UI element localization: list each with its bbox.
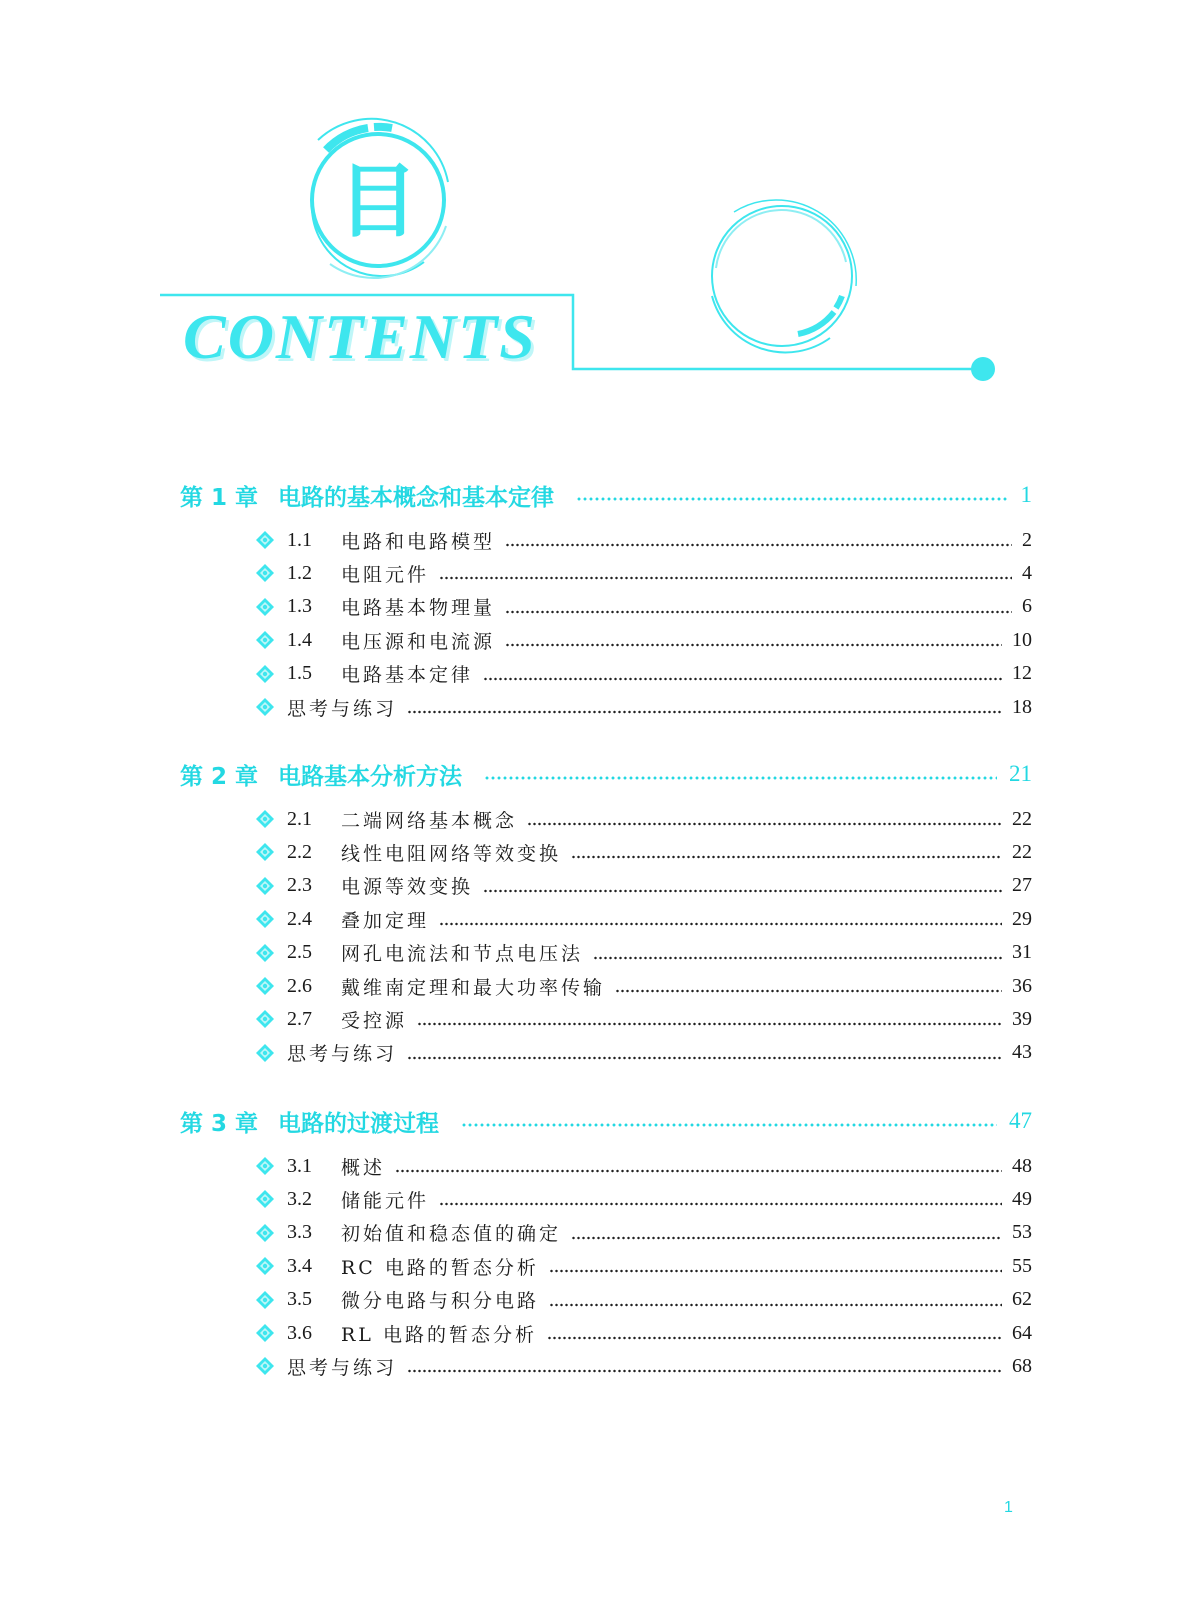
section-title: 受控源 [341,1009,408,1032]
dot-leader [505,543,1012,547]
section-title: 微分电路与积分电路 [341,1290,540,1313]
dot-leader [547,1336,1002,1340]
diamond-bullet-icon [255,1189,275,1209]
section-entry[interactable] [255,904,1032,934]
section-number: 1.1 [287,528,312,551]
diamond-bullet-icon [255,664,275,684]
section-page-number: 43 [1012,1041,1032,1064]
dot-leader [576,497,1008,501]
section-page-number: 2 [1022,528,1032,551]
diamond-bullet-icon [255,976,275,996]
dot-leader [407,1369,1002,1373]
section-number: 3.4 [287,1254,312,1277]
section-entry[interactable] [255,1251,1032,1281]
section-page-number: 12 [1012,662,1032,685]
section-title: 网孔电流法和节点电压法 [341,943,584,966]
chapter-number: 第 2 章 [180,763,259,790]
diamond-bullet-icon [255,530,275,550]
section-number: 1.3 [287,595,312,618]
section-title: 储能元件 [341,1189,430,1212]
section-number: 3.1 [287,1154,312,1177]
section-title: RL 电路的暂态分析 [341,1323,537,1346]
section-entry[interactable] [255,625,1032,655]
page-number: 1 [1004,1499,1013,1516]
diamond-bullet-icon [255,1356,275,1376]
dot-leader [484,776,997,780]
section-title: 电源等效变换 [341,876,474,899]
dot-leader [439,576,1012,580]
section-page-number: 62 [1012,1288,1032,1311]
section-number: 2.2 [287,840,312,863]
section-number: 2.4 [287,907,312,930]
section-title: RC 电路的暂态分析 [341,1256,539,1279]
chapter-entry[interactable] [180,1103,1032,1139]
dot-leader [505,643,1002,647]
section-entry[interactable] [255,871,1032,901]
section-number: 1.2 [287,561,312,584]
section-number: 2.7 [287,1007,312,1030]
header-decoration [0,0,1178,420]
diamond-bullet-icon [255,1290,275,1310]
dot-leader [505,610,1012,614]
dot-leader [461,1123,997,1127]
section-title: 电路基本定律 [341,664,474,687]
chapter-entry[interactable] [180,477,1032,513]
diamond-bullet-icon [255,1256,275,1276]
chapter-title: 电路的过渡过程 [278,1110,440,1137]
diamond-bullet-icon [255,1009,275,1029]
section-title: 思考与练习 [287,1356,398,1379]
section-page-number: 18 [1012,695,1032,718]
diamond-bullet-icon [255,697,275,717]
section-page-number: 31 [1012,941,1032,964]
section-page-number: 68 [1012,1354,1032,1377]
contents-heading: CONTENTS [183,301,537,372]
diamond-bullet-icon [255,597,275,617]
section-number: 2.3 [287,874,312,897]
section-title: 思考与练习 [287,1043,398,1066]
section-number: 3.2 [287,1187,312,1210]
section-title: 概述 [341,1156,386,1179]
section-page-number: 36 [1012,974,1032,997]
dot-leader [439,1202,1002,1206]
section-page-number: 39 [1012,1007,1032,1030]
section-page-number: 22 [1012,807,1032,830]
section-page-number: 55 [1012,1254,1032,1277]
section-page-number: 6 [1022,595,1032,618]
section-entry[interactable] [255,1318,1032,1348]
diamond-bullet-icon [255,1043,275,1063]
dot-leader [395,1169,1002,1173]
section-entry[interactable] [255,1218,1032,1248]
section-page-number: 4 [1022,561,1032,584]
section-entry[interactable] [255,692,1032,722]
diamond-bullet-icon [255,630,275,650]
section-entry[interactable] [255,1038,1032,1068]
chapter-entry[interactable] [180,756,1032,792]
section-page-number: 22 [1012,840,1032,863]
section-title: 电路基本物理量 [341,597,496,620]
section-page-number: 27 [1012,874,1032,897]
diamond-bullet-icon [255,876,275,896]
section-entry[interactable] [255,1004,1032,1034]
dot-leader [571,855,1002,859]
section-page-number: 53 [1012,1221,1032,1244]
dot-leader [483,889,1002,893]
section-entry[interactable] [255,804,1032,834]
right-circle-ornament [712,200,856,352]
chapter-number: 第 3 章 [180,1110,259,1137]
section-entry[interactable] [255,558,1032,588]
section-entry[interactable] [255,938,1032,968]
chapter-title: 电路的基本概念和基本定律 [278,484,555,511]
section-entry[interactable] [255,837,1032,867]
dot-leader [527,822,1002,826]
diamond-bullet-icon [255,809,275,829]
section-entry[interactable] [255,1184,1032,1214]
diamond-bullet-icon [255,1323,275,1343]
dot-leader [417,1022,1002,1026]
section-title: 戴维南定理和最大功率传输 [341,976,606,999]
chapter-page-number: 1 [1020,482,1032,507]
dot-leader [571,1236,1002,1240]
section-number: 1.5 [287,662,312,685]
chapter-page-number: 21 [1009,761,1032,786]
section-page-number: 29 [1012,907,1032,930]
section-number: 3.3 [287,1221,312,1244]
section-title: 二端网络基本概念 [341,809,518,832]
section-number: 3.5 [287,1288,312,1311]
dot-leader [615,989,1002,993]
section-entry[interactable] [255,1351,1032,1381]
header-end-dot [971,357,995,381]
section-entry[interactable] [255,525,1032,555]
section-title: 电阻元件 [341,563,430,586]
section-title: 电压源和电流源 [341,630,496,653]
section-title: 初始值和稳态值的确定 [341,1223,562,1246]
section-title: 思考与练习 [287,697,398,720]
section-title: 线性电阻网络等效变换 [341,842,562,865]
diamond-bullet-icon [255,563,275,583]
section-page-number: 49 [1012,1187,1032,1210]
section-entry[interactable] [255,971,1032,1001]
diamond-bullet-icon [255,842,275,862]
section-title: 电路和电路模型 [341,530,496,553]
dot-leader [593,956,1002,960]
section-number: 2.5 [287,941,312,964]
section-entry[interactable] [255,1151,1032,1181]
section-entry[interactable] [255,592,1032,622]
dot-leader [407,1056,1002,1060]
diamond-bullet-icon [255,1223,275,1243]
chapter-page-number: 47 [1009,1108,1032,1133]
chapter-title: 电路基本分析方法 [278,763,463,790]
diamond-bullet-icon [255,909,275,929]
section-page-number: 10 [1012,628,1032,651]
section-number: 2.1 [287,807,312,830]
section-entry[interactable] [255,1285,1032,1315]
section-number: 2.6 [287,974,312,997]
dot-leader [483,677,1002,681]
section-page-number: 48 [1012,1154,1032,1177]
dot-leader [549,1303,1002,1307]
dot-leader [549,1269,1002,1273]
chapter-number: 第 1 章 [180,484,259,511]
section-number: 1.4 [287,628,312,651]
dot-leader [407,710,1002,714]
section-title: 叠加定理 [341,909,430,932]
section-entry[interactable] [255,659,1032,689]
dot-leader [439,922,1002,926]
diamond-bullet-icon [255,1156,275,1176]
section-number: 3.6 [287,1321,312,1344]
mu-character: 目 [338,155,418,248]
diamond-bullet-icon [255,943,275,963]
section-page-number: 64 [1012,1321,1032,1344]
